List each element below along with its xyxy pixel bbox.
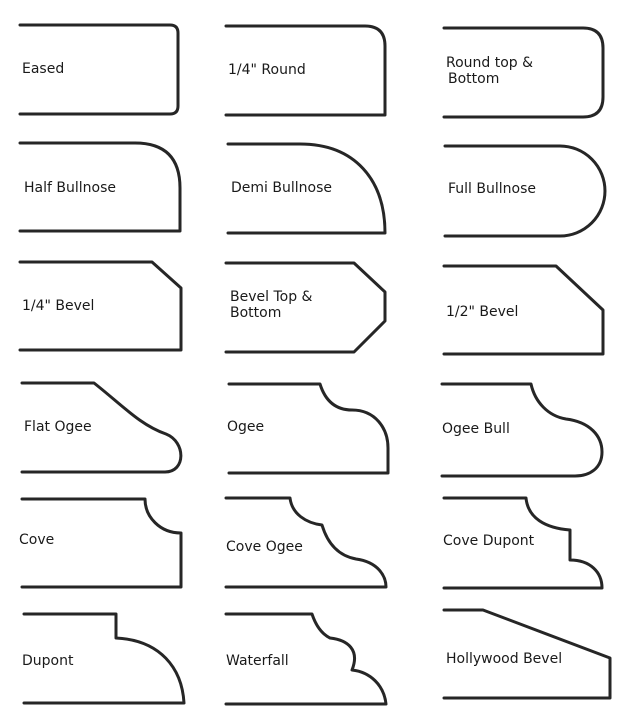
label-full-bullnose-line-1: Full Bullnose	[448, 181, 536, 197]
label-demi-bullnose	[231, 180, 332, 196]
label-half-bevel-line-1: 1/2" Bevel	[446, 304, 519, 320]
label-quarter-bevel	[22, 298, 94, 314]
label-quarter-round	[228, 62, 306, 78]
label-waterfall	[226, 653, 289, 669]
label-cove-line-1: Cove	[19, 532, 55, 548]
label-dupont	[22, 653, 74, 669]
label-quarter-round-line-1: 1/4" Round	[228, 62, 306, 78]
label-flat-ogee	[24, 419, 92, 435]
label-ogee-bull	[442, 421, 510, 437]
label-hollywood-bevel-line-1: Hollywood Bevel	[446, 651, 563, 667]
label-quarter-bevel-line-1: 1/4" Bevel	[22, 298, 95, 314]
label-cove-ogee-line-1: Cove Ogee	[226, 539, 303, 555]
label-demi-bullnose-line-1: Demi Bullnose	[231, 180, 332, 196]
label-half-bullnose	[24, 180, 116, 196]
label-eased-line-1: Eased	[22, 61, 65, 77]
label-round-top-bottom-line-2: Bottom	[448, 71, 500, 87]
label-ogee	[227, 419, 264, 435]
label-round-top-bottom-line-1: Round top &	[446, 55, 534, 71]
label-bevel-top-bottom-line-1: Bevel Top &	[230, 289, 313, 305]
label-cove-ogee	[226, 539, 303, 555]
label-full-bullnose	[448, 181, 536, 197]
label-half-bullnose-line-1: Half Bullnose	[24, 180, 116, 196]
label-half-bevel	[446, 304, 518, 320]
label-cove-dupont-line-1: Cove Dupont	[443, 533, 535, 549]
label-ogee-bull-line-1: Ogee Bull	[442, 421, 510, 437]
label-flat-ogee-line-1: Flat Ogee	[24, 419, 92, 435]
label-waterfall-line-1: Waterfall	[226, 653, 289, 669]
label-bevel-top-bottom-line-2: Bottom	[230, 305, 282, 321]
label-dupont-line-1: Dupont	[22, 653, 74, 669]
label-bevel-top-bottom	[230, 289, 317, 321]
label-round-top-bottom	[446, 55, 538, 87]
label-hollywood-bevel	[446, 651, 562, 667]
label-cove	[19, 532, 54, 548]
label-cove-dupont	[443, 533, 535, 549]
label-eased	[22, 61, 64, 77]
label-ogee-line-1: Ogee	[227, 419, 265, 435]
